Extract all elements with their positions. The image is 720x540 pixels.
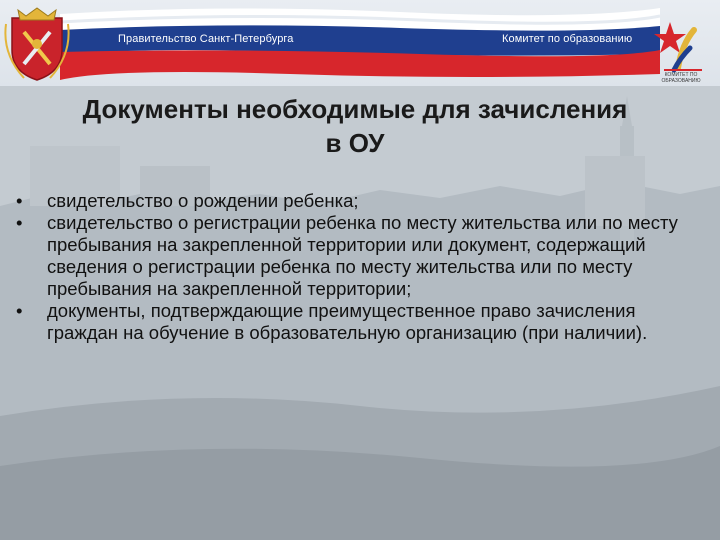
list-item-text: свидетельство о рождении ребенка; bbox=[47, 190, 359, 211]
document-list bbox=[14, 190, 694, 344]
title-line-1: Документы необходимые для зачисления bbox=[82, 94, 628, 124]
logo-caption: КОМИТЕТ ПО ОБРАЗОВАНИЮ bbox=[661, 72, 701, 84]
bullet-icon: • bbox=[16, 212, 23, 233]
list-item-text: свидетельство о регистрации ребенка по месту жительства или по месту пребывания на закрепленной территории или документ, содержащий сведения о регистрации ребенка по месту жительства или по месту пребывания на закрепленной территории; bbox=[47, 212, 678, 299]
committee-title: Комитет по образованию bbox=[502, 33, 633, 45]
list-item bbox=[14, 212, 694, 300]
bullet-icon: • bbox=[16, 190, 23, 211]
bullet-icon: • bbox=[16, 300, 23, 321]
government-title: Правительство Санкт-Петербурга bbox=[118, 33, 294, 45]
slide-title bbox=[10, 92, 700, 160]
list-item-text: документы, подтверждающие преимущественное право зачисления граждан на обучение в образовательную организацию (при наличии). bbox=[47, 300, 648, 343]
title-line-2: в ОУ bbox=[325, 128, 385, 158]
list-item bbox=[14, 190, 694, 212]
st-petersburg-coat-of-arms-icon bbox=[4, 4, 70, 84]
list-item bbox=[14, 300, 694, 344]
